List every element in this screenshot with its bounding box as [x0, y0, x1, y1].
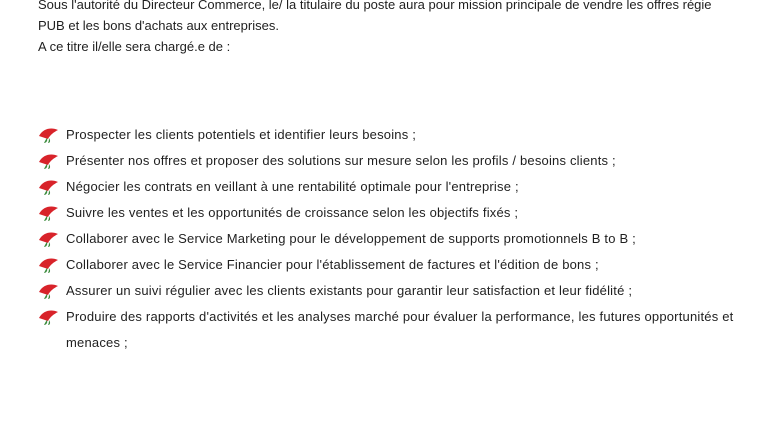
intro-text: [38, 0, 768, 57]
intro-line-3: A ce titre il/elle sera chargé.e de :: [38, 39, 231, 54]
task-text: Collaborer avec le Service Marketing pour le développement de supports promotionnels B to B ;: [66, 231, 636, 246]
list-item: [38, 252, 773, 278]
red-green-bird-icon: [38, 226, 66, 252]
task-text: Collaborer avec le Service Financier pour l'établissement de factures et l'édition de bons ;: [66, 257, 599, 272]
task-text: Produire des rapports d'activités et les analyses marché pour évaluer la performance, les futures opportunités et menaces ;: [66, 309, 734, 350]
red-green-bird-icon: [38, 252, 66, 278]
task-text: Négocier les contrats en veillant à une rentabilité optimale pour l'entreprise ;: [66, 179, 519, 194]
intro-line-2: PUB et les bons d'achats aux entreprises.: [38, 18, 279, 33]
red-green-bird-icon: [38, 304, 66, 330]
list-item: [38, 148, 773, 174]
list-item: [38, 304, 773, 356]
list-item: [38, 200, 773, 226]
red-green-bird-icon: [38, 174, 66, 200]
red-green-bird-icon: [38, 122, 66, 148]
list-item: [38, 278, 773, 304]
list-item: [38, 174, 773, 200]
list-item: [38, 226, 773, 252]
red-green-bird-icon: [38, 148, 66, 174]
task-text: Présenter nos offres et proposer des solutions sur mesure selon les profils / besoins clients ;: [66, 153, 616, 168]
task-list: [38, 122, 773, 356]
task-text: Prospecter les clients potentiels et identifier leurs besoins ;: [66, 127, 417, 142]
task-text: Suivre les ventes et les opportunités de croissance selon les objectifs fixés ;: [66, 205, 519, 220]
red-green-bird-icon: [38, 200, 66, 226]
intro-line-1: Sous l'autorité du Directeur Commerce, le/ la titulaire du poste aura pour mission principale de vendre les offres régie: [38, 0, 712, 12]
list-item: [38, 122, 773, 148]
red-green-bird-icon: [38, 278, 66, 304]
task-text: Assurer un suivi régulier avec les clients existants pour garantir leur satisfaction et leur fidélité ;: [66, 283, 633, 298]
